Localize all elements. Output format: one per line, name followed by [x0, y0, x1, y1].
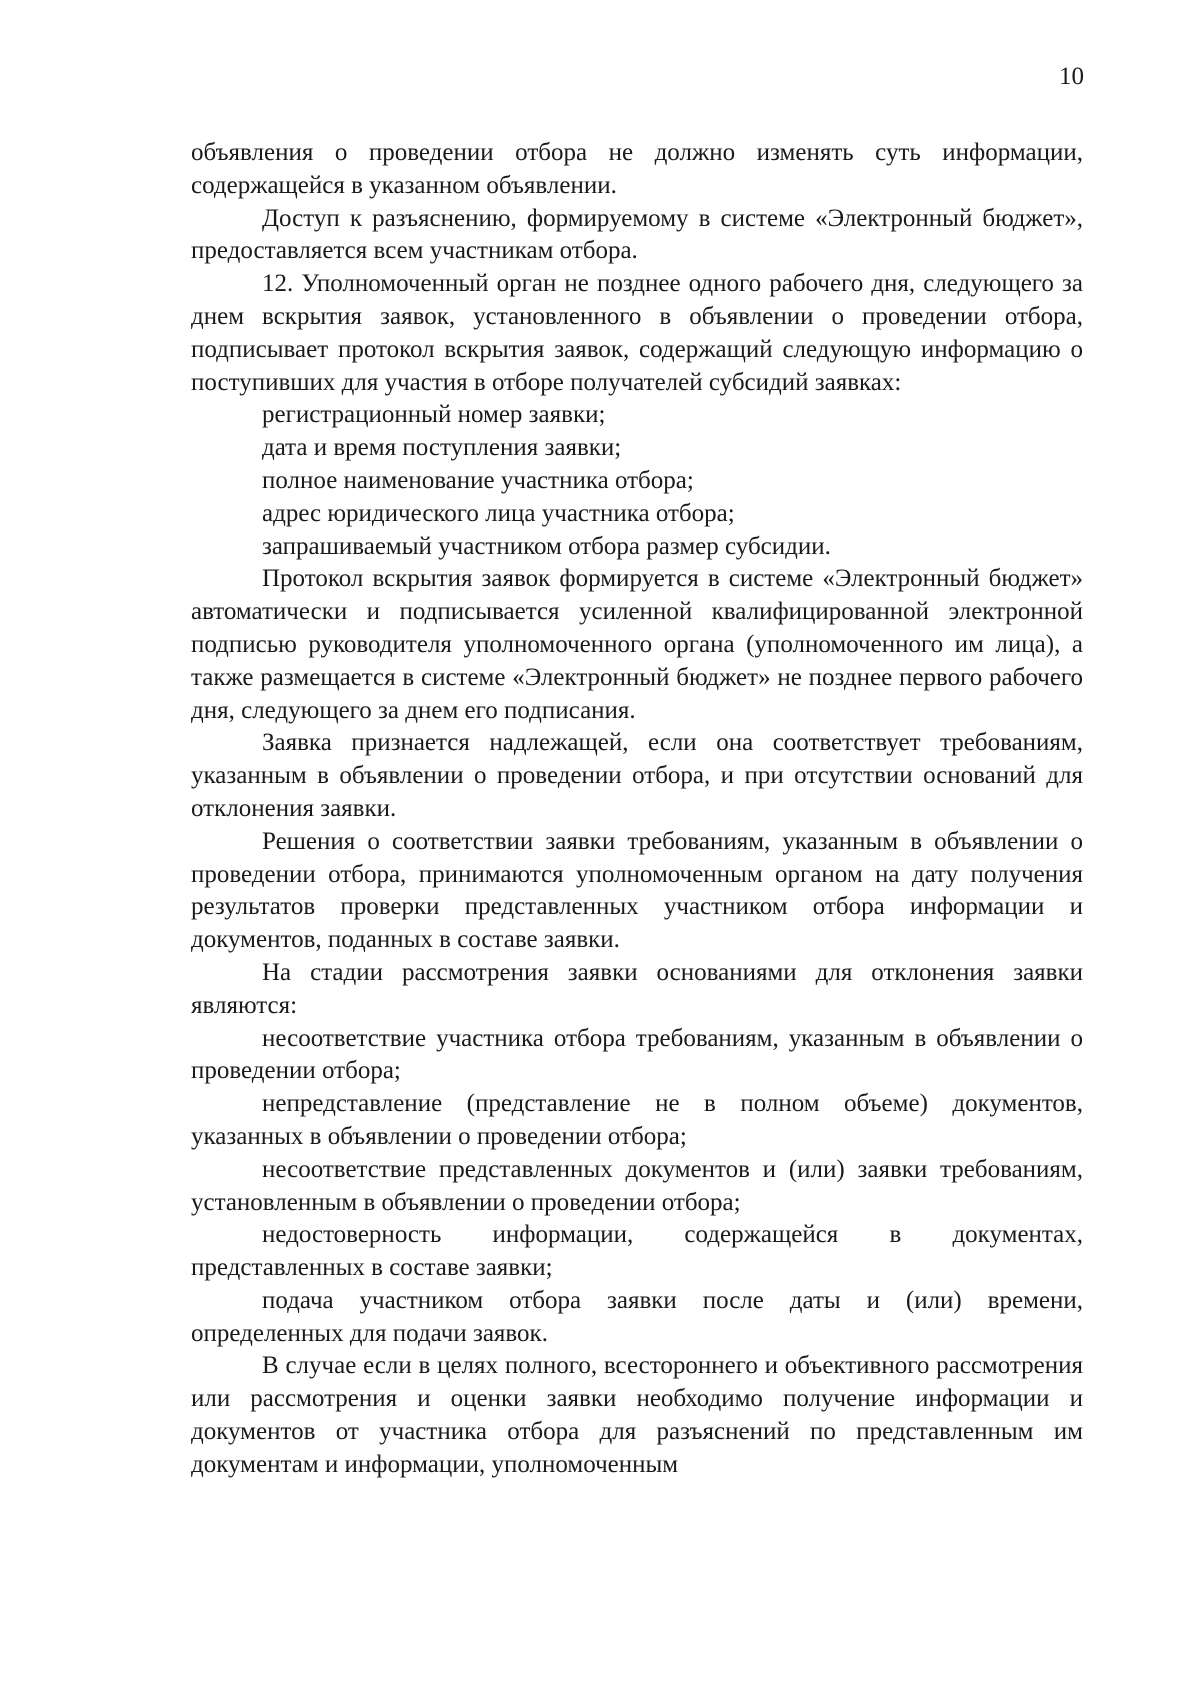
page-number: 10: [1059, 63, 1084, 90]
paragraph: Заявка признается надлежащей, если она соответствует требованиям, указанным в объявлении о проведении отбора, и при отсутствии оснований для отклонения заявки.: [191, 729, 1083, 822]
rejection-ground: несоответствие представленных документов и (или) заявки требованиям, установленным в объявлении о проведении отбора;: [191, 1155, 1083, 1216]
protocol-info-list: [191, 399, 1083, 563]
list-item: дата и время поступления заявки;: [262, 434, 622, 462]
list-item: адрес юридического лица участника отбора;: [262, 499, 735, 527]
paragraph: На стадии рассмотрения заявки основаниями для отклонения заявки являются:: [191, 958, 1083, 1019]
paragraph: Решения о соответствии заявки требованиям, указанным в объявлении о проведении отбора, принимаются уполномоченным органом на дату получения результатов проверки представленных участником отбора информации и документов, поданных в составе заявки.: [191, 827, 1083, 954]
list-item: регистрационный номер заявки;: [262, 401, 606, 429]
paragraph: Протокол вскрытия заявок формируется в системе «Электронный бюджет» автоматически и подписывается усиленной квалифицированной электронной подписью руководителя уполномоченного органа (уполномоченного им лица), а также размещается в системе «Электронный бюджет» не позднее первого рабочего дня, следующего за днем его подписания.: [191, 565, 1083, 724]
rejection-ground: подача участником отбора заявки после даты и (или) времени, определенных для подачи заявок.: [191, 1286, 1083, 1347]
list-item: полное наименование участника отбора;: [262, 466, 694, 494]
paragraph: Доступ к разъяснению, формируемому в системе «Электронный бюджет», предоставляется всем участникам отбора.: [191, 204, 1083, 265]
rejection-ground: недостоверность информации, содержащейся в документах, представленных в составе заявки;: [191, 1221, 1083, 1282]
rejection-ground: непредставление (представление не в полном объеме) документов, указанных в объявлении о проведении отбора;: [191, 1090, 1083, 1150]
paragraph: объявления о проведении отбора не должно изменять суть информации, содержащейся в указанном объявлении.: [191, 139, 1083, 199]
list-item: запрашиваемый участником отбора размер субсидии.: [262, 532, 831, 560]
paragraph-clause-12: 12. Уполномоченный орган не позднее одного рабочего дня, следующего за днем вскрытия заявок, установленного в объявлении о проведении отбора, подписывает протокол вскрытия заявок, содержащий следующую информацию о поступивших для участия в отборе получателей субсидий заявках:: [191, 270, 1083, 396]
rejection-ground: несоответствие участника отбора требованиям, указанным в объявлении о проведении отбора;: [191, 1024, 1083, 1085]
paragraph: В случае если в целях полного, всестороннего и объективного рассмотрения или рассмотрения и оценки заявки необходимо получение информации и документов от участника отбора для разъяснений по представленным им документам и информации, уполномоченным: [191, 1352, 1083, 1478]
document-body: [191, 137, 1083, 1482]
